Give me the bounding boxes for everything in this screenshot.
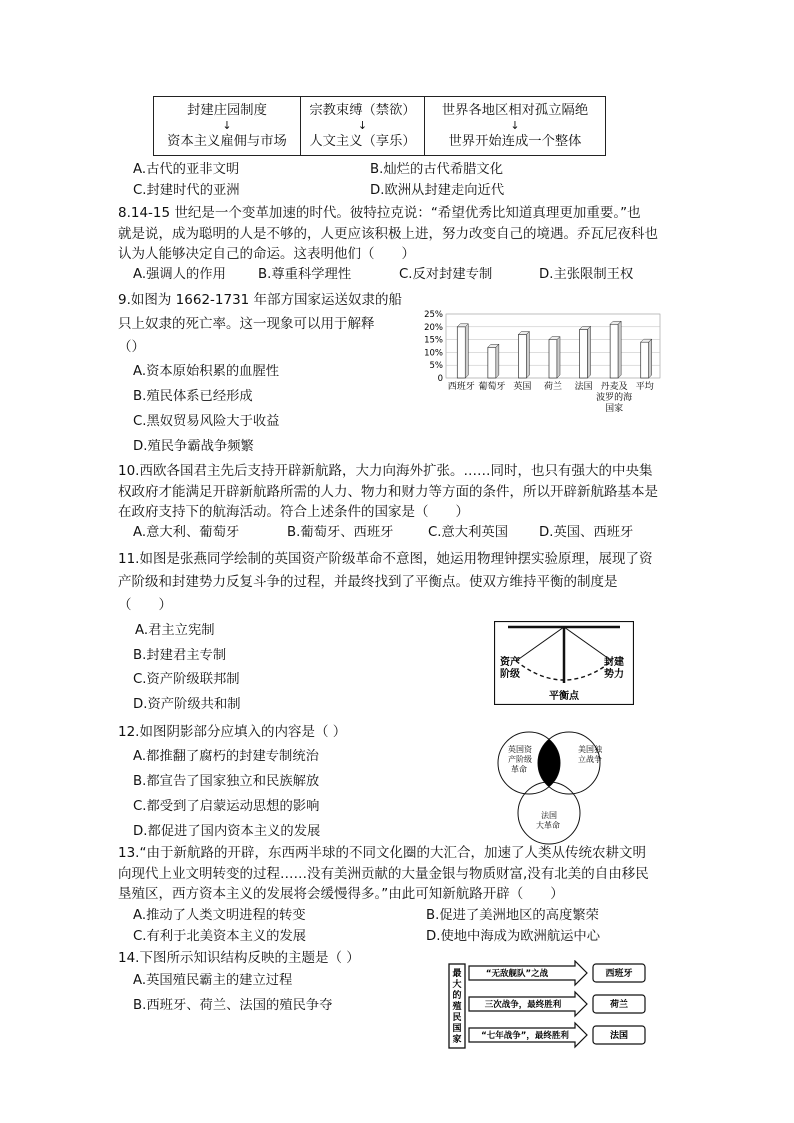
- option-a: A.都推翻了腐朽的封建专制统治: [133, 749, 319, 764]
- bar-side: [496, 344, 499, 378]
- question-8-text: 8.14-15 世纪是一个变革加速的时代。彼特拉克说：“希望优秀比知道真理更加重要。”也: [118, 205, 641, 221]
- option-b: B.尊重科学理性: [258, 267, 352, 282]
- table-cell: 封建庄园制度 ↓ 资本主义雇佣与市场: [154, 97, 301, 156]
- svg-text:家: 家: [452, 1035, 462, 1045]
- bar: [580, 329, 588, 378]
- option-c: C.反对封建专制: [399, 267, 493, 282]
- bar: [518, 334, 526, 378]
- x-tick-label: 平均: [635, 382, 654, 392]
- bar-side: [588, 326, 591, 378]
- y-tick-label: 20%: [424, 322, 443, 333]
- option-b: B.促进了美洲地区的高度繁荣: [426, 908, 599, 923]
- option-a: A.资本原始积累的血腥性: [133, 364, 280, 379]
- question-10-text: 10.西欧各国君主先后支持开辟新航路，大力向海外扩张。……同时，也只有强大的中央集: [118, 463, 653, 479]
- svg-text:民: 民: [452, 1013, 462, 1023]
- event-label: “七年战争”，最终胜利: [481, 1031, 569, 1041]
- y-tick-label: 15%: [424, 335, 443, 346]
- x-tick-label: 西班牙: [447, 382, 475, 392]
- question-13-text: 向现代上业文明转变的过程……没有美洲贡献的大量金银与物质财富,没有北美的自由移民: [118, 866, 649, 882]
- x-tick-label: 葡萄牙: [478, 382, 506, 392]
- question-9-text: 9.如图为 1662-1731 年部方国家运送奴隶的船: [118, 292, 403, 308]
- svg-text:大: 大: [452, 980, 462, 990]
- table-cell: 宗教束缚（禁欲） ↓ 人文主义（享乐）: [301, 97, 425, 156]
- svg-text:殖: 殖: [452, 1002, 462, 1012]
- option-a: A.君主立宪制: [135, 623, 215, 638]
- option-c: C.有利于北美资本主义的发展: [133, 929, 307, 944]
- feudal-label: 封建: [604, 657, 624, 668]
- bar: [610, 324, 618, 378]
- option-c: C.资产阶级联邦制: [133, 672, 240, 687]
- y-tick-label: 5%: [429, 361, 443, 372]
- option-d: D.都促进了国内资本主义的发展: [133, 824, 321, 839]
- svg-text:国: 国: [452, 1024, 462, 1034]
- balance-point-label: 平衡点: [549, 691, 579, 702]
- comparison-table: [153, 96, 606, 156]
- x-tick-label: 荷兰: [543, 382, 563, 392]
- question-13-text: 13.“由于新航路的开辟，东西两半球的不同文化圈的大汇合，加速了人类从传统农耕文明: [118, 845, 646, 861]
- bar-side: [465, 324, 468, 378]
- option-c: C.意大利英国: [428, 525, 508, 540]
- event-label: 三次战争，最终胜利: [484, 1000, 562, 1010]
- option-b: B.灿烂的古代希腊文化: [370, 162, 504, 177]
- option-b: B.都宣告了国家独立和民族解放: [133, 774, 320, 789]
- question-10-text: 权政府才能满足开辟新航路所需的人力、物力和财力等方面的条件，所以开辟新航路基本是: [118, 484, 658, 500]
- bar-side: [618, 321, 621, 378]
- bar: [488, 347, 496, 378]
- option-a: A.推动了人类文明进程的转变: [133, 908, 306, 923]
- question-10-text: 在政府支持下的航海活动。符合上述条件的国家是（ ）: [118, 504, 469, 520]
- bar: [549, 340, 557, 378]
- bar: [457, 327, 465, 378]
- x-tick-label: 英国: [513, 382, 532, 392]
- option-d: D.主张限制王权: [539, 267, 634, 282]
- question-11-text: （ ）: [118, 597, 172, 613]
- knowledge-structure-diagram: [447, 960, 653, 1054]
- venn-label-english-3: 革命: [511, 765, 527, 774]
- venn-label-english-2: 产阶级: [508, 755, 532, 764]
- svg-text:最: 最: [452, 969, 462, 979]
- slave-death-rate-chart: [418, 308, 668, 426]
- venn-diagram: [496, 730, 616, 848]
- svg-text:的: 的: [452, 991, 462, 1001]
- option-c: C.黑奴贸易风险大于收益: [133, 414, 280, 429]
- venn-label-english: 英国资: [508, 745, 532, 754]
- venn-label-american: 美国独: [578, 745, 602, 754]
- question-9-text: 只上奴隶的死亡率。这一现象可以用于解释: [118, 316, 375, 332]
- feudal-label-2: 势力: [604, 669, 624, 680]
- venn-label-american-2: 立战争: [578, 755, 602, 764]
- venn-label-french-2: 大革命: [536, 821, 560, 830]
- table-cell: 世界各地区相对孤立隔绝 ↓ 世界开始连成一个整体: [425, 97, 606, 156]
- pendulum-diagram: [494, 621, 634, 705]
- option-b: B.殖民体系已经形成: [133, 389, 253, 404]
- option-a: A.意大利、葡萄牙: [133, 525, 240, 540]
- option-a: A.强调人的作用: [133, 267, 226, 282]
- x-tick-label: 波罗的海: [596, 393, 633, 403]
- option-b: B.封建君主专制: [133, 648, 227, 663]
- country-label: 西班牙: [605, 969, 633, 979]
- y-tick-label: 25%: [424, 310, 443, 320]
- option-d: D.使地中海成为欧洲航运中心: [426, 929, 601, 944]
- option-b: B.葡萄牙、西班牙: [287, 525, 394, 540]
- bar-side: [526, 331, 529, 378]
- x-tick-label: 法国: [574, 382, 593, 392]
- question-8-text: 认为人能够决定自己的命运。这表明他们（ ）: [118, 246, 415, 262]
- bourgeoisie-label: 资产: [500, 657, 520, 668]
- option-d: D.欧洲从封建走向近代: [370, 183, 505, 198]
- question-13-text: 垦殖区，西方资本主义的发展将会缓慢得多。”由此可知新航路开辟（ ）: [118, 886, 564, 902]
- side-label: [452, 967, 461, 1045]
- bar-side: [557, 337, 560, 378]
- option-c: C.封建时代的亚洲: [133, 183, 240, 198]
- option-d: D.英国、西班牙: [539, 525, 634, 540]
- country-label: 荷兰: [609, 1000, 629, 1010]
- question-12-text: 12.如图阴影部分应填入的内容是（ ）: [118, 724, 347, 740]
- y-tick-label: 10%: [424, 348, 443, 359]
- x-tick-label: 丹麦及: [600, 382, 628, 392]
- option-d: D.殖民争霸战争频繁: [133, 439, 254, 454]
- bar-side: [649, 339, 652, 378]
- x-tick-label: 国家: [605, 404, 624, 414]
- y-tick-label: 0: [437, 374, 443, 384]
- option-d: D.资产阶级共和制: [133, 697, 241, 712]
- question-9-text: （）: [118, 339, 145, 355]
- question-11-text: 11.如图是张燕同学绘制的英国资产阶级革命不意图，她运用物理钟摆实验原理，展现了资: [118, 551, 653, 567]
- question-11-text: 产阶级和封建势力反复斗争的过程，并最终找到了平衡点。使双方维持平衡的制度是: [118, 574, 618, 590]
- venn-label-french: 法国: [541, 811, 557, 820]
- option-a: A.古代的亚非文明: [133, 162, 240, 177]
- question-14-text: 14.下图所示知识结构反映的主题是（ ）: [118, 950, 360, 966]
- option-a: A.英国殖民霸主的建立过程: [133, 973, 293, 988]
- option-b: B.西班牙、荷兰、法国的殖民争夺: [133, 998, 333, 1013]
- bourgeoisie-label-2: 阶级: [500, 669, 520, 680]
- question-8-text: 就是说，成为聪明的人是不够的，人更应该积极上进，努力改变自己的境遇。乔瓦尼夜科也: [118, 226, 658, 242]
- country-label: 法国: [609, 1031, 629, 1041]
- event-label: “无敌舰队”之战: [485, 969, 549, 979]
- bar: [641, 342, 649, 378]
- option-c: C.都受到了启蒙运动思想的影响: [133, 799, 320, 814]
